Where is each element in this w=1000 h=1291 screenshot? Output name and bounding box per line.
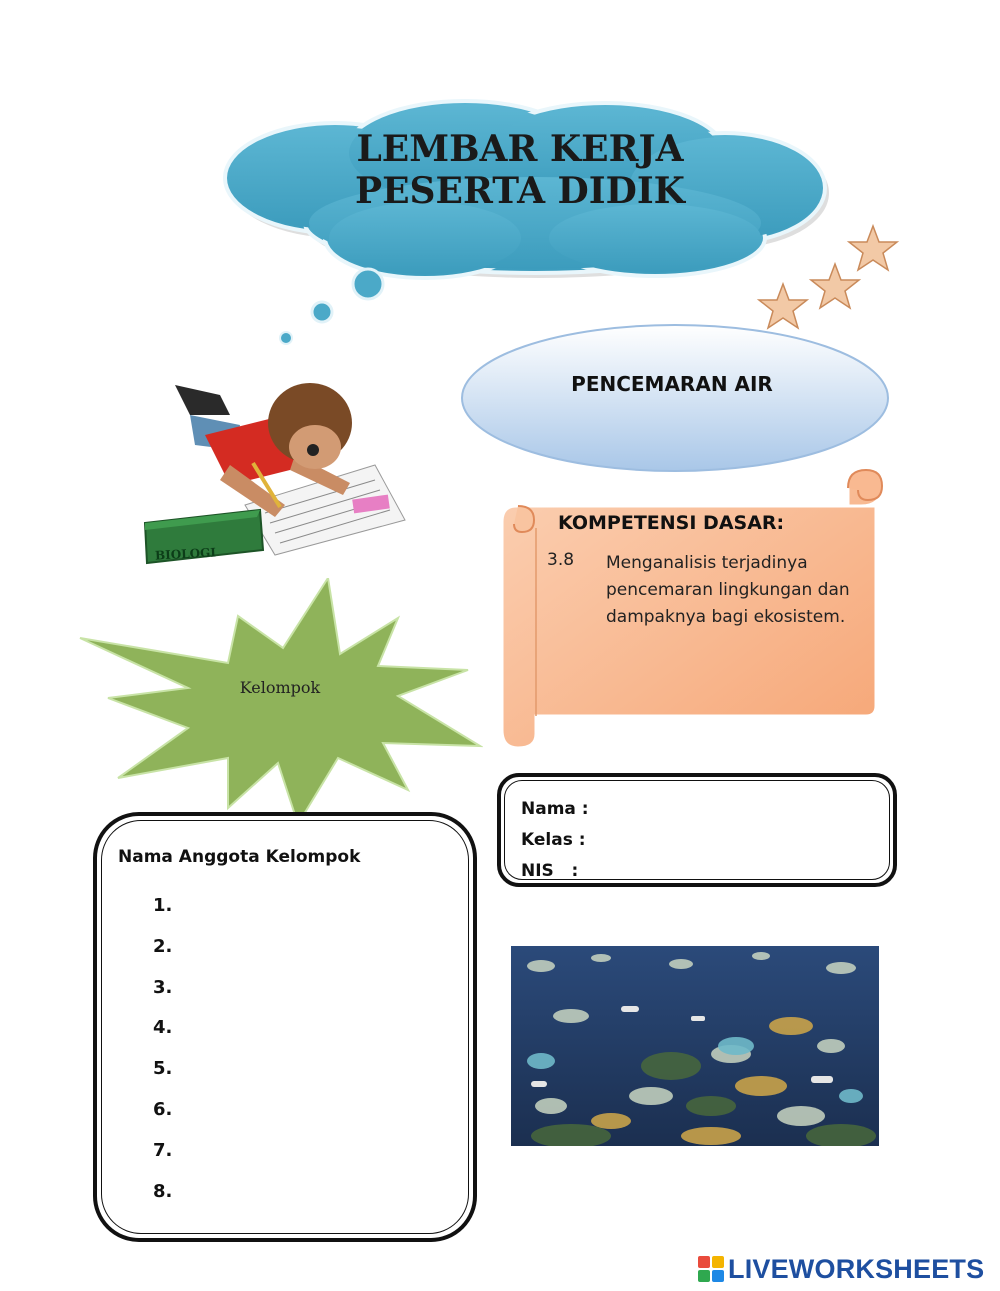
members-box bbox=[93, 812, 477, 1242]
member-item: 4. bbox=[153, 1017, 173, 1039]
members-heading: Nama Anggota Kelompok bbox=[118, 847, 361, 867]
kelompok-starburst bbox=[78, 578, 483, 828]
liveworksheets-brand[interactable] bbox=[698, 1251, 984, 1287]
book-label: BIOLOGI bbox=[154, 545, 217, 563]
members-list bbox=[153, 895, 172, 1221]
title-line-2: PESERTA DIDIK bbox=[355, 170, 685, 212]
member-item: 2. bbox=[153, 935, 173, 957]
topic-ellipse bbox=[455, 318, 895, 478]
student-illustration bbox=[135, 355, 415, 575]
member-item: 5. bbox=[153, 1058, 173, 1080]
member-item: 1. bbox=[153, 895, 173, 916]
worksheet-title bbox=[300, 128, 740, 212]
kelas-label: Kelas : bbox=[521, 830, 586, 850]
nama-label: Nama : bbox=[521, 799, 589, 819]
topic-title: PENCEMARAN AIR bbox=[571, 372, 773, 396]
kompetensi-text: Menganalisis terjadinya pencemaran lingkungan dan dampaknya bagi ekosistem. bbox=[606, 553, 850, 627]
member-item: 7. bbox=[153, 1139, 173, 1161]
kompetensi-heading: KOMPETENSI DASAR: bbox=[558, 512, 785, 534]
brand-text: LIVEWORKSHEETS bbox=[728, 1253, 985, 1284]
member-item: 8. bbox=[153, 1180, 173, 1202]
member-item: 3. bbox=[153, 976, 173, 998]
kelompok-label: Kelompok bbox=[239, 678, 321, 697]
liveworksheets-logo-icon bbox=[698, 1256, 724, 1282]
polluted-water-photo bbox=[511, 946, 879, 1146]
nis-label: NIS : bbox=[521, 861, 579, 881]
title-line-1: LEMBAR KERJA bbox=[356, 128, 684, 170]
identity-box bbox=[497, 773, 897, 887]
member-item: 6. bbox=[153, 1098, 173, 1120]
kompetensi-number: 3.8 bbox=[547, 550, 575, 570]
thought-bubbles bbox=[270, 262, 390, 352]
